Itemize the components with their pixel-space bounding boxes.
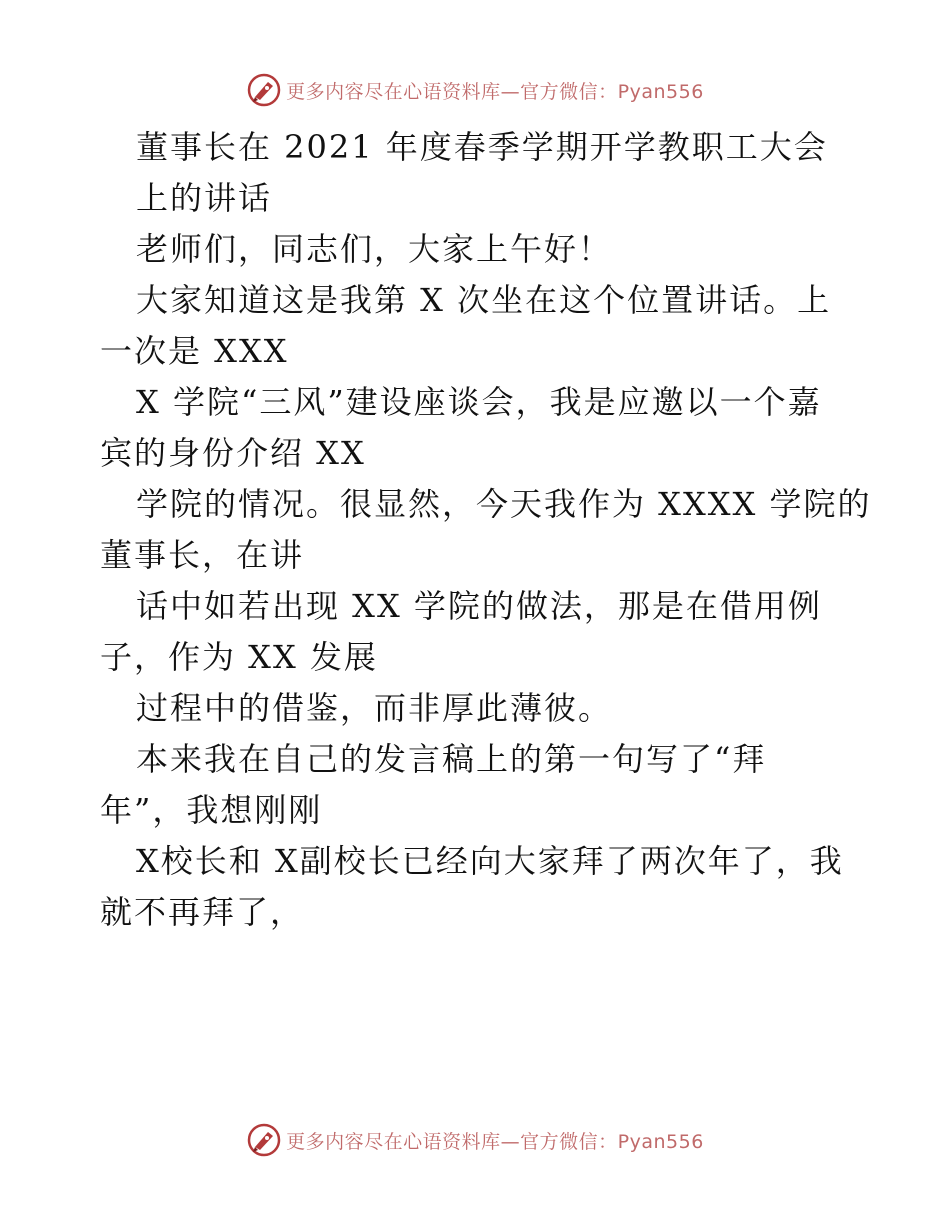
document-line: 上的讲话 bbox=[136, 179, 273, 217]
document-line: X 学院“三风”建设座谈会，我是应邀以一个嘉 bbox=[136, 383, 822, 421]
header-banner bbox=[0, 70, 950, 110]
document-line: 董事长，在讲 bbox=[100, 536, 305, 574]
document-line: 大家知道这是我第 X 次坐在这个位置讲话。上 bbox=[136, 281, 832, 319]
document-line: 宾的身份介绍 XX bbox=[100, 434, 366, 472]
document-line: 学院的情况。很显然，今天我作为 XXXX 学院的 bbox=[136, 485, 872, 523]
pen-nib-icon bbox=[246, 72, 282, 108]
document-line: 本来我在自己的发言稿上的第一句写了“拜 bbox=[136, 740, 767, 778]
document-line: 一次是 XXX bbox=[100, 332, 289, 370]
document-line: 子，作为 XX 发展 bbox=[100, 638, 378, 676]
footer-banner bbox=[0, 1120, 950, 1160]
document-line: 年”，我想刚刚 bbox=[100, 791, 323, 829]
document-line: 董事长在 2021 年度春季学期开学教职工大会 bbox=[136, 128, 828, 166]
pen-nib-icon bbox=[246, 1122, 282, 1158]
document-line: X校长和 X副校长已经向大家拜了两次年了，我 bbox=[136, 842, 844, 880]
document-line: 老师们，同志们，大家上午好！ bbox=[136, 230, 613, 268]
header-banner-text: 更多内容尽在心语资料库—官方微信：Pyan556 bbox=[286, 80, 704, 103]
footer-banner-text: 更多内容尽在心语资料库—官方微信：Pyan556 bbox=[286, 1130, 704, 1153]
document-line: 话中如若出现 XX 学院的做法，那是在借用例 bbox=[136, 587, 822, 625]
document-line: 过程中的借鉴，而非厚此薄彼。 bbox=[136, 689, 613, 727]
document-line: 就不再拜了， bbox=[100, 893, 305, 931]
document-body bbox=[100, 122, 872, 938]
